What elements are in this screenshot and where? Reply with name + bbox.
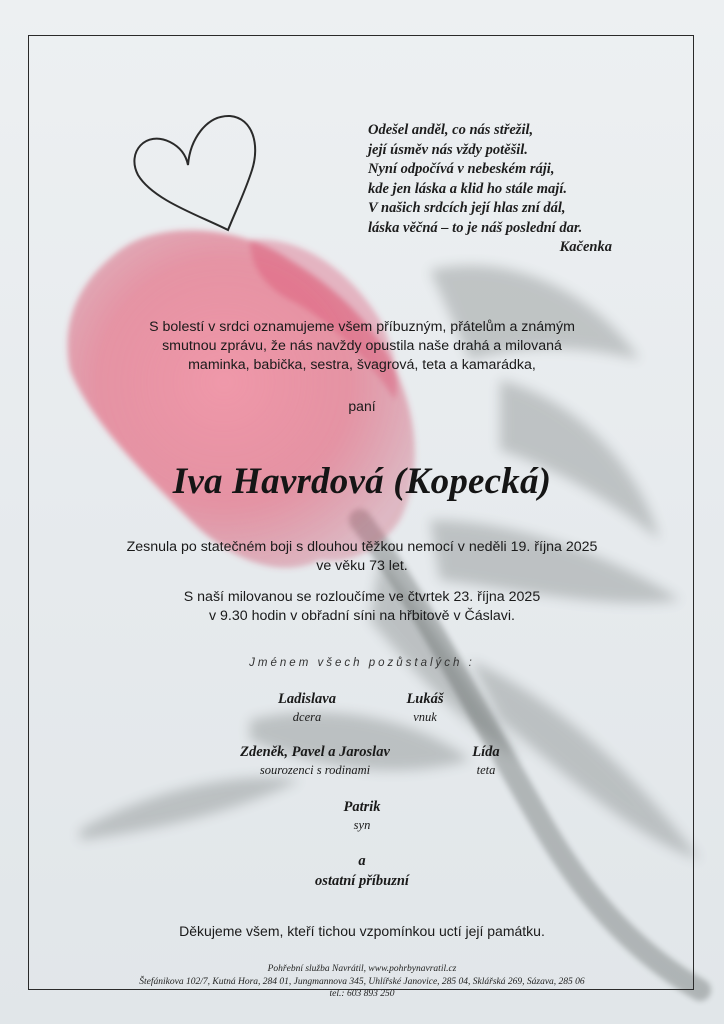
poem-line: V našich srdcích její hlas zní dál,: [368, 200, 566, 216]
announcement-line: maminka, babička, sestra, švagrová, teta a kamarádka,: [188, 357, 536, 373]
heart-icon: [128, 110, 262, 234]
footer-phone: tel.: 603 893 250: [329, 989, 395, 999]
poem-line: Odešel anděl, co nás střežil,: [368, 122, 534, 138]
memorial-poem: [368, 121, 648, 258]
death-notice: [60, 538, 664, 576]
announcement-line: S bolestí v srdci oznamujeme všem příbuzným, přátelům a známým: [149, 319, 575, 335]
mourner-entry: [0, 852, 724, 871]
mourner-name: Zdeněk, Pavel a Jaroslav: [240, 744, 390, 760]
death-line: Zesnula po statečném boji s dlouhou těžkou nemocí v neděli 19. října 2025: [126, 539, 598, 555]
mourners-heading: Jménem všech pozůstalých :: [249, 657, 475, 669]
mourner-entry: [436, 743, 536, 779]
farewell-line: S naší milovanou se rozloučíme ve čtvrtek 23. října 2025: [183, 589, 541, 605]
mourner-entry: [0, 872, 724, 891]
mourner-name: ostatní příbuzní: [315, 873, 409, 889]
mourner-name: a: [358, 853, 366, 869]
announcement-line: smutnou zprávu, že nás navždy opustila naše drahá a milovaná: [162, 338, 562, 354]
poem-line: kde jen láska a klid ho stále mají.: [368, 180, 567, 197]
farewell-notice: [60, 588, 664, 626]
funeral-service-footer: [0, 963, 724, 1001]
mourner-relation: teta: [476, 763, 496, 777]
mourner-relation: vnuk: [413, 710, 437, 724]
mourner-relation: sourozenci s rodinami: [259, 763, 371, 777]
poem-line: její úsměv nás vždy potěšil.: [368, 141, 528, 158]
mourner-entry: [370, 690, 480, 726]
footer-addresses: Štefánikova 102/7, Kutná Hora, 284 01, Jungmannova 345, Uhlířské Janovice, 285 04, Sklářská 269, Sázava, 285 06: [139, 976, 585, 987]
mourner-name: Lukáš: [406, 691, 444, 707]
mourner-entry: [0, 798, 724, 834]
mourner-relation: dcera: [292, 710, 322, 724]
poem-line: Nyní odpočívá v nebeském ráji,: [368, 161, 555, 177]
poem-line: láska věčná – to je náš poslední dar.: [368, 219, 583, 236]
thanks-text: Děkujeme všem, kteří tichou vzpomínkou uctí její památku.: [179, 923, 545, 939]
mourner-entry: [232, 690, 382, 726]
mourner-name: Lída: [472, 744, 500, 760]
title-word: paní: [348, 398, 376, 414]
farewell-line: v 9.30 hodin v obřadní síni na hřbitově v Čáslavi.: [209, 608, 515, 624]
deceased-name: Iva Havrdová (Kopecká): [172, 461, 552, 502]
poem-author: Kačenka: [559, 239, 612, 255]
mourner-relation: syn: [353, 818, 371, 832]
mourner-entry: [190, 743, 440, 779]
footer-company: Pohřební služba Navrátil, www.pohrbynavratil.cz: [267, 964, 457, 974]
death-line: ve věku 73 let.: [316, 558, 408, 574]
mourner-name: Ladislava: [278, 691, 336, 707]
mourner-name: Patrik: [343, 799, 381, 815]
announcement-text: [60, 318, 664, 375]
